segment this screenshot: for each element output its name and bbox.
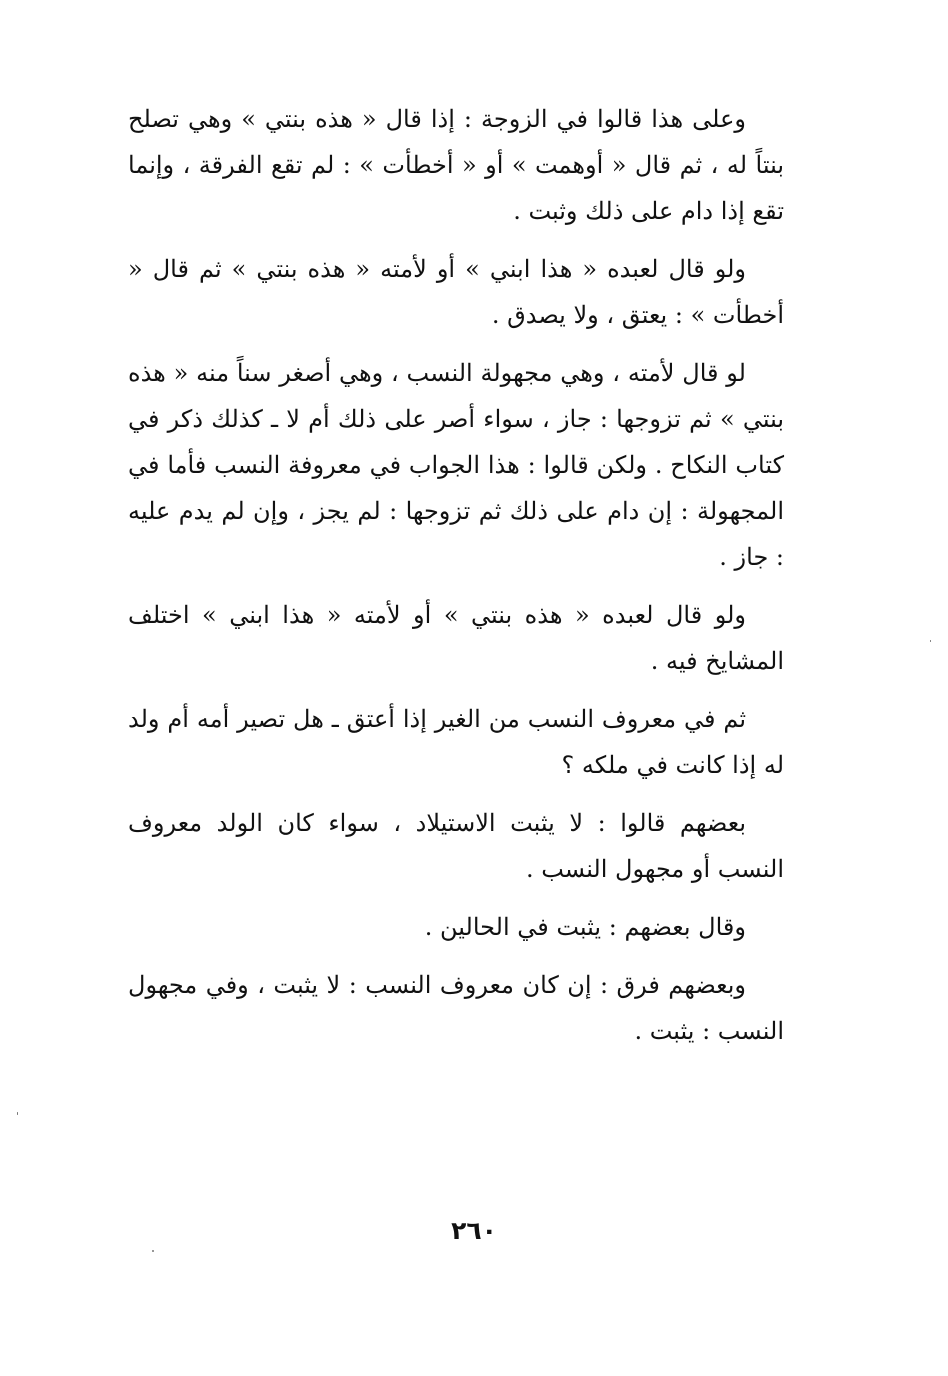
paragraph-4: ولو قال لعبده « هذه بنتي » أو لأمته « هذا ابني » اختلف المشايخ فيه . <box>128 601 784 675</box>
paragraph-2: ولو قال لعبده « هذا ابني » أو لأمته « هذه بنتي » ثم قال « أخطأت » : يعتق ، ولا يصدق . <box>128 255 784 329</box>
page-number: ٢٦٠ <box>451 1216 497 1245</box>
scan-speck <box>930 640 931 642</box>
body-text <box>128 96 784 1066</box>
paragraph-5: ثم في معروف النسب من الغير إذا أعتق ـ هل تصير أمه أم ولد له إذا كانت في ملكه ؟ <box>128 705 784 779</box>
paragraph-3: لو قال لأمته ، وهي مجهولة النسب ، وهي أصغر سناً منه « هذه بنتي » ثم تزوجها : جاز ، سواء أصر على ذلك أم لا ـ كذلك ذكر في كتاب النكاح . ولكن قالوا : هذا الجواب في معروفة النسب فأما في المجهولة : إن دام على ذلك ثم تزوجها : لم يجز ، وإن لم يدم عليه : جاز . <box>128 359 784 571</box>
scan-speck <box>17 1112 18 1115</box>
paragraph-6: بعضهم قالوا : لا يثبت الاستيلاد ، سواء كان الولد معروف النسب أو مجهول النسب . <box>128 809 784 883</box>
paragraph-7: وقال بعضهم : يثبت في الحالين . <box>424 913 746 941</box>
paragraph-8: وبعضهم فرق : إن كان معروف النسب : لا يثبت ، وفي مجهول النسب : يثبت . <box>128 971 784 1045</box>
scan-speck <box>152 1250 154 1252</box>
paragraph-1: وعلى هذا قالوا في الزوجة : إذا قال « هذه بنتي » وهي تصلح بنتاً له ، ثم قال « أوهمت » أو « أخطأت » : لم تقع الفرقة ، وإنما تقع إذا دام على ذلك وثبت . <box>128 105 784 225</box>
